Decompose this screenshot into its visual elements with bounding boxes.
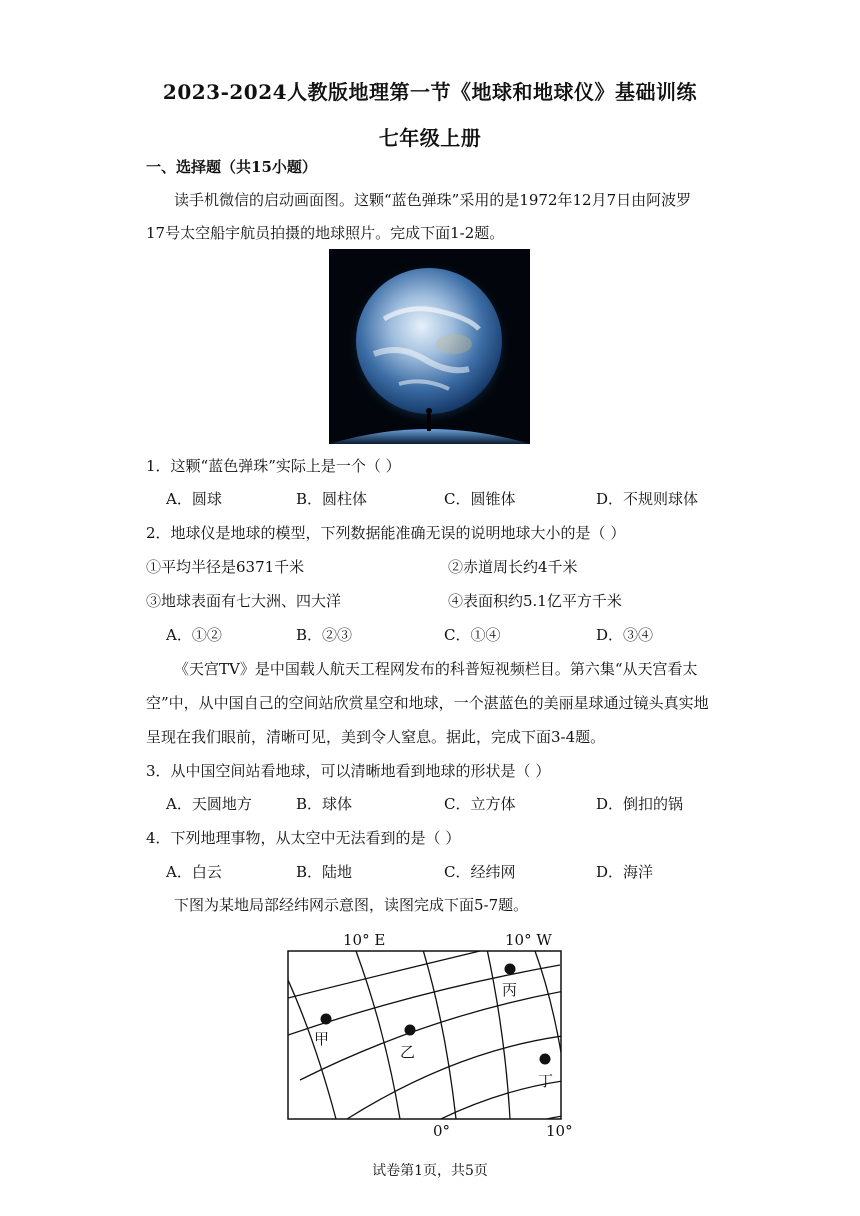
document-subtitle: 七年级上册 [378, 126, 482, 150]
intro3-text: 下图为某地局部经纬网示意图，读图完成下面5-7题。 [174, 896, 529, 914]
point-bing [505, 964, 516, 975]
label-jia: 甲 [314, 1030, 330, 1048]
q2-item-1: ①平均半径是6371千米 [146, 558, 305, 576]
q1-option-d[interactable]: D．不规则球体 [596, 490, 699, 508]
label-bing: 丙 [502, 981, 518, 999]
q2-option-d[interactable]: D．③④ [596, 626, 654, 644]
q4-option-a[interactable]: A．白云 [166, 863, 222, 881]
meridian-line [535, 951, 570, 1119]
intro2-line3: 呈现在我们眼前，清晰可见，美到令人窒息。据此，完成下面3-4题。 [146, 728, 606, 746]
question-2-stem: 2．地球仪是地球的模型，下列数据能准确无误的说明地球大小的是（ ） [146, 524, 626, 542]
q4-option-d[interactable]: D．海洋 [596, 863, 654, 881]
label-ding: 丁 [538, 1072, 554, 1090]
label-10: 10° [546, 1122, 573, 1140]
intro1-line2: 17号太空船宇航员拍摄的地球照片。完成下面1-2题。 [146, 224, 505, 242]
parallel-line [300, 990, 570, 1080]
label-yi: 乙 [400, 1043, 416, 1061]
q3-option-b[interactable]: B．球体 [296, 795, 353, 813]
meridian-line [420, 940, 456, 1119]
page-footer: 试卷第1页，共5页 [372, 1163, 488, 1179]
intro2-line1: 《天宫TV》是中国载人航天工程网发布的科普短视频栏目。第六集“从天宫看太 [174, 660, 698, 678]
q4-option-b[interactable]: B．陆地 [296, 863, 353, 881]
question-3-stem: 3．从中国空间站看地球，可以清晰地看到地球的形状是（ ） [146, 762, 551, 780]
q3-option-d[interactable]: D．倒扣的锅 [596, 795, 684, 813]
point-ding [540, 1054, 551, 1065]
intro1-line1: 读手机微信的启动画面图。这颗“蓝色弹珠”采用的是1972年12月7日由阿波罗 [174, 191, 692, 209]
point-yi [405, 1025, 416, 1036]
question-1-stem: 1．这颗“蓝色弹珠”实际上是一个（ ） [146, 457, 401, 475]
document-title: 2023-2024人教版地理第一节《地球和地球仪》基础训练 [162, 80, 698, 104]
point-jia [321, 1014, 332, 1025]
q1-option-b[interactable]: B．圆柱体 [296, 490, 368, 508]
label-10e: 10° E [343, 931, 386, 949]
section-heading: 一、选择题（共15小题） [146, 158, 317, 176]
label-10w: 10° W [505, 931, 552, 949]
q4-option-c[interactable]: C．经纬网 [444, 863, 516, 881]
q2-item-4: ④表面积约5.1亿平方千米 [448, 592, 622, 610]
q2-option-a[interactable]: A．①② [166, 626, 222, 644]
label-0: 0° [433, 1122, 451, 1140]
parallel-line [288, 951, 480, 998]
q2-option-c[interactable]: C．①④ [444, 626, 501, 644]
graticule-map [270, 920, 590, 1145]
earth-photo [329, 249, 530, 444]
q1-option-c[interactable]: C．圆锥体 [444, 490, 516, 508]
q2-item-3: ③地球表面有七大洲、四大洋 [146, 592, 342, 610]
q2-item-2: ②赤道周长约4千米 [448, 558, 578, 576]
q2-option-b[interactable]: B．②③ [296, 626, 353, 644]
q1-option-a[interactable]: A．圆球 [166, 490, 222, 508]
q3-option-a[interactable]: A．天圆地方 [166, 795, 252, 813]
q3-option-c[interactable]: C．立方体 [444, 795, 516, 813]
question-4-stem: 4．下列地理事物，从太空中无法看到的是（ ） [146, 829, 461, 847]
intro2-line2: 空”中，从中国自己的空间站欣赏星空和地球，一个湛蓝色的美丽星球通过镜头真实地 [146, 694, 709, 712]
meridian-line [288, 980, 336, 1119]
